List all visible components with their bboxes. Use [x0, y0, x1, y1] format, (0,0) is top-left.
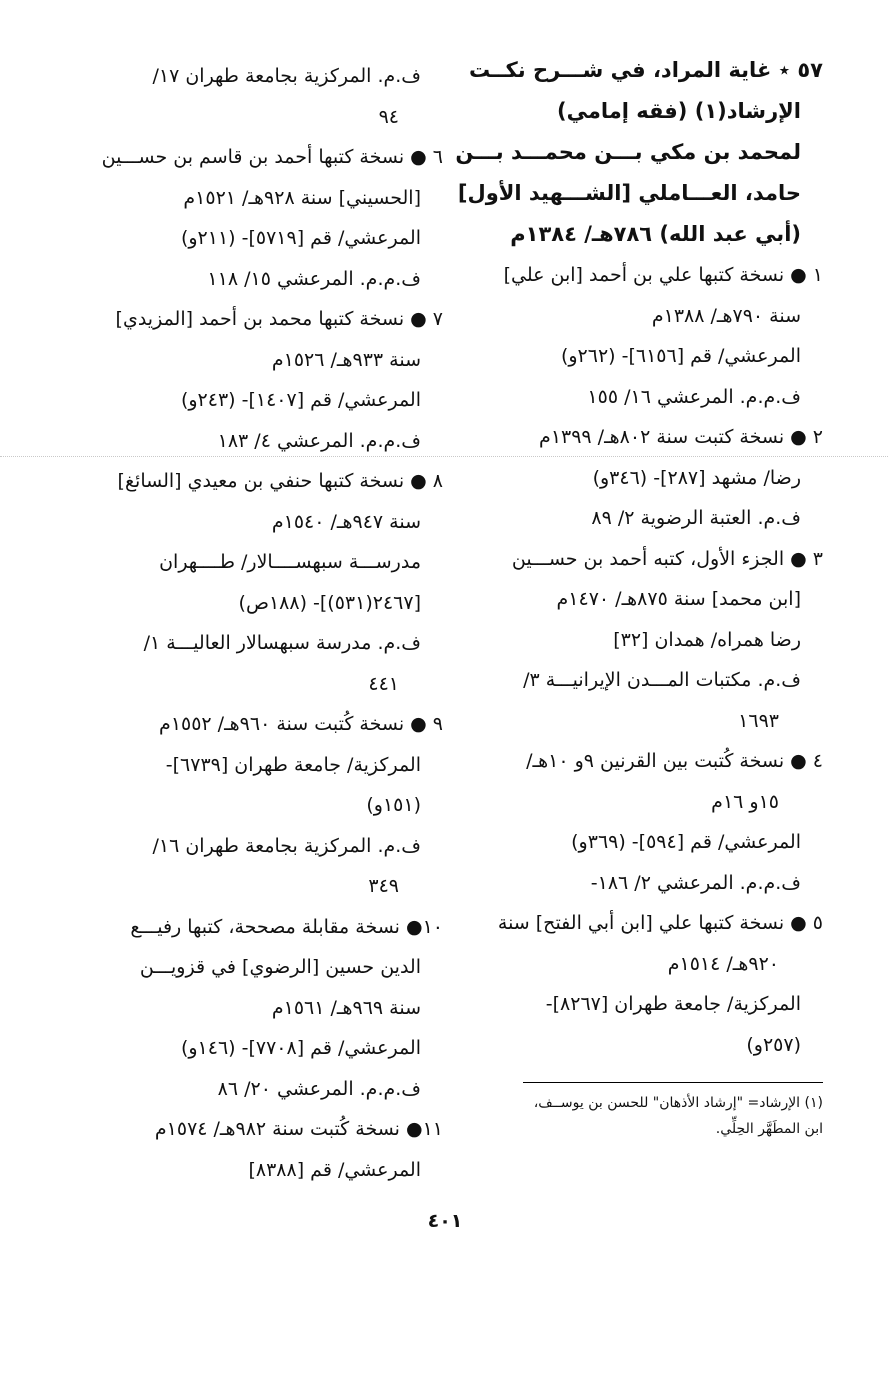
entry-line: الدين حسين [الرضوي] في قزويـــن [139, 956, 421, 978]
entry-line: ٤ ● نسخة كُتبت بين القرنين ٩و ١٠هـ/ [526, 750, 823, 772]
entry-line: المرعشي/ قم [١٤٠٧]- (٢٤٣و) [180, 389, 421, 411]
entry-line: ف.م.م. المرعشي ٤/ ١٨٣ [217, 429, 421, 452]
manuscript-entry [88, 461, 443, 704]
entry-line: المرعشي/ قم [٦١٥٦]- (٢٦٢و) [560, 345, 801, 367]
entry-line: (١٥١و) [366, 794, 421, 816]
manuscript-entry [88, 704, 443, 907]
left-column [88, 56, 443, 1190]
manuscript-entry [478, 417, 823, 539]
entry-line: ف.م.م. المرعشي ٢٠/ ٨٦ [217, 1077, 421, 1100]
manuscript-entry [478, 741, 823, 903]
entry-line: رضا/ مشهد [٢٨٧]- (٣٤٦و) [592, 466, 801, 489]
entry-line: ف.م. مكتبات المـــدن الإيرانيـــة ٣/ [523, 669, 801, 691]
manuscript-entry-continued [88, 56, 443, 137]
entry-line: رضا همراه/ همدان [٣٢] [613, 628, 801, 651]
entry-line: ف.م. المركزية بجامعة طهران ١٧/ [152, 65, 421, 87]
entry-line: ١٠● نسخة مقابلة مصححة، كتبها رفيـــع [130, 915, 443, 938]
entry-line: [ابن محمد] سنة ٨٧٥هـ/ ١٤٧٠م [556, 588, 801, 610]
manuscript-entry [478, 903, 823, 1065]
footnote-line: (١) الإرشاد= "إرشاد الأذهان" للحسن بن يوســف، [533, 1095, 823, 1111]
entry-line: المركزية/ جامعة طهران [٨٢٦٧]- [545, 993, 801, 1015]
entry-line: ١١● نسخة كُتبت سنة ٩٨٢هـ/ ١٥٧٤م [154, 1118, 443, 1140]
entry-line: المرعشي/ قم [٧٧٠٨]- (١٤٦و) [180, 1037, 421, 1059]
entry-line: ف.م. مدرسة سبهسالار العاليـــة ١/ [143, 632, 421, 654]
footnote [478, 1090, 823, 1142]
footnote-line: ابن المطَهَّر الحِلِّي. [715, 1121, 823, 1137]
entry-line: ف.م.م. المرعشي ٢/ ١٨٦- [590, 871, 801, 894]
entry-line: ٤٤١ [368, 672, 399, 695]
right-column [455, 50, 823, 1065]
entry-line: ٨ ● نسخة كتبها حنفي بن معيدي [السائغ] [117, 470, 443, 492]
entry-line: سنة ٧٩٠هـ/ ١٣٨٨م [651, 304, 801, 327]
entry-line: ١٦٩٣ [738, 709, 779, 732]
entry-line: سنة ٩٦٩هـ/ ١٥٦١م [271, 996, 421, 1019]
footnote-separator [523, 1082, 823, 1083]
manuscript-entry [88, 299, 443, 461]
entry-line: ٧ ● نسخة كتبها محمد بن أحمد [المزيدي] [115, 308, 443, 330]
entry-line: ٢ ● نسخة كتبت سنة ٨٠٢هـ/ ١٣٩٩م [539, 426, 823, 448]
entry-heading [455, 50, 823, 255]
entry-line: المرعشي/ قم [٥٧١٩]- (٢١١و) [180, 227, 421, 249]
page-number: ٤٠١ [427, 1210, 463, 1232]
manuscript-entry [88, 907, 443, 1110]
entry-line: (٢٥٧و) [746, 1033, 801, 1056]
entry-line: ف.م.م. المرعشي ١٥/ ١١٨ [207, 267, 421, 290]
manuscript-entry [478, 255, 823, 417]
heading-line: حامد، العـــاملي [الشـــهيد الأول] [457, 181, 801, 205]
entry-line: ٥ ● نسخة كتبها علي [ابن أبي الفتح] سنة [497, 912, 823, 934]
entry-line: ٦ ● نسخة كتبها أحمد بن قاسم بن حســـين [101, 146, 443, 168]
entry-line: ف.م.م. المرعشي ١٦/ ١٥٥ [587, 385, 801, 408]
entry-line: ٩٢٠هـ/ ١٥١٤م [667, 952, 779, 975]
entry-line: ف.م. المركزية بجامعة طهران ١٦/ [152, 834, 421, 857]
heading-line: (أبي عبد الله) ٧٨٦هـ/ ١٣٨٤م [510, 222, 801, 246]
entry-line: [الحسيني] سنة ٩٢٨هـ/ ١٥٢١م [183, 186, 421, 209]
entry-line: المرعشي/ قم [٨٣٨٨] [248, 1158, 421, 1181]
entry-line: ١ ● نسخة كتبها علي بن أحمد [ابن علي] [503, 264, 823, 286]
entry-line: سنة ٩٤٧هـ/ ١٥٤٠م [271, 510, 421, 533]
entry-line: المرعشي/ قم [٥٩٤]- (٣٦٩و) [571, 831, 801, 853]
manuscript-entry [88, 1109, 443, 1190]
entry-line: [٢٤٦٧(٥٣١)]- (١٨٨ص) [238, 591, 421, 614]
entry-line: المركزية/ جامعة طهران [٦٧٣٩]- [165, 753, 421, 776]
manuscript-entry [478, 539, 823, 742]
heading-line: لمحمد بن مكي بـــن محمـــد بـــن [455, 140, 801, 164]
entry-line: ٩ ● نسخة كُتبت سنة ٩٦٠هـ/ ١٥٥٢م [159, 713, 443, 735]
entry-line: سنة ٩٣٣هـ/ ١٥٢٦م [271, 348, 421, 371]
heading-line: الإرشاد(١) (فقه إمامي) [556, 99, 801, 123]
entry-line: ١٥و ١٦م [711, 790, 779, 813]
entry-line: ٩٤ [378, 105, 399, 128]
entry-line: ٣٤٩ [368, 875, 399, 897]
entry-line: ٣ ● الجزء الأول، كتبه أحمد بن حســـين [511, 547, 823, 570]
manuscript-entry [88, 137, 443, 299]
heading-line: ٥٧ ٭ غاية المراد، في شـــرح نكــت [468, 58, 823, 82]
entry-line: مدرســـة سبهســــالار/ طــــهران [159, 551, 421, 573]
entry-line: ف.م. العتبة الرضوية ٢/ ٨٩ [591, 507, 801, 529]
